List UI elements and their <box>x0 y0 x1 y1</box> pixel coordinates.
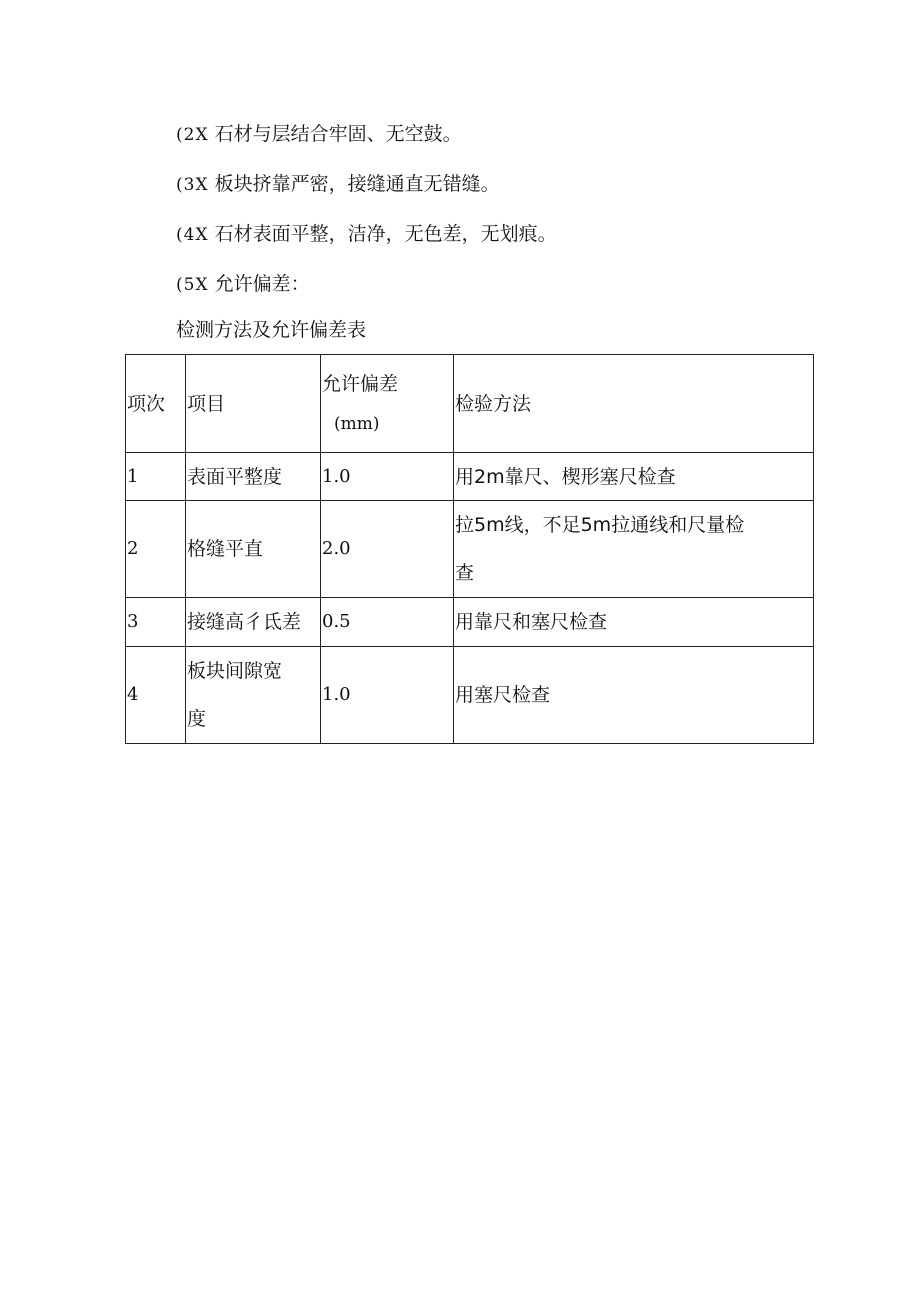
header-item: 项目 <box>186 355 321 453</box>
table-caption: 检测方法及允许偏差表 <box>176 319 367 341</box>
paragraph-item-4 <box>176 222 557 247</box>
item-text: 石材与层结合牢固、无空鼓。 <box>214 123 462 145</box>
header-tolerance-label: 允许偏差 <box>322 372 399 395</box>
paragraph-item-2 <box>176 122 462 147</box>
cell-no: 1 <box>126 453 186 501</box>
table-row <box>126 501 814 598</box>
cell-tolerance: 0.5 <box>321 598 454 647</box>
cell-method: 用塞尺检查 <box>454 647 814 744</box>
cell-item <box>186 647 321 744</box>
cell-item-line2: 度 <box>187 708 207 730</box>
cell-tolerance: 1.0 <box>321 453 454 501</box>
cell-item: 接缝高彳氐差 <box>186 598 321 647</box>
tolerance-table <box>125 354 814 744</box>
cell-method <box>454 501 814 598</box>
paragraph-item-5 <box>176 272 310 297</box>
item-number: (2X <box>176 125 209 145</box>
cell-no: 3 <box>126 598 186 647</box>
cell-no: 2 <box>126 501 186 598</box>
item-number: (5X <box>176 275 209 295</box>
cell-no: 4 <box>126 647 186 744</box>
cell-method: 用靠尺和塞尺检查 <box>454 598 814 647</box>
table-row <box>126 647 814 744</box>
item-text: 板块挤靠严密，接缝通直无错缝。 <box>214 173 500 195</box>
table-row <box>126 598 814 647</box>
header-tolerance-unit: (mm) <box>334 413 380 434</box>
header-tolerance <box>321 355 454 453</box>
cell-tolerance: 1.0 <box>321 647 454 744</box>
cell-item: 格缝平直 <box>186 501 321 598</box>
cell-tolerance: 2.0 <box>321 501 454 598</box>
header-method: 检验方法 <box>454 355 814 453</box>
table-header-row <box>126 355 814 453</box>
item-number: (3X <box>176 175 209 195</box>
table-row <box>126 453 814 501</box>
item-text: 允许偏差： <box>214 273 310 295</box>
cell-method: 用2m靠尺、楔形塞尺检查 <box>454 453 814 501</box>
paragraph-item-3 <box>176 172 500 197</box>
cell-method-line1: 拉5m线，不足5m拉通线和尺量检 <box>455 514 745 536</box>
cell-item-line1: 板块间隙宽 <box>187 660 283 682</box>
cell-method-line2: 查 <box>455 562 475 584</box>
cell-item: 表面平整度 <box>186 453 321 501</box>
item-text: 石材表面平整，洁净，无色差，无划痕。 <box>214 223 557 245</box>
item-number: (4X <box>176 225 209 245</box>
header-no: 项次 <box>126 355 186 453</box>
